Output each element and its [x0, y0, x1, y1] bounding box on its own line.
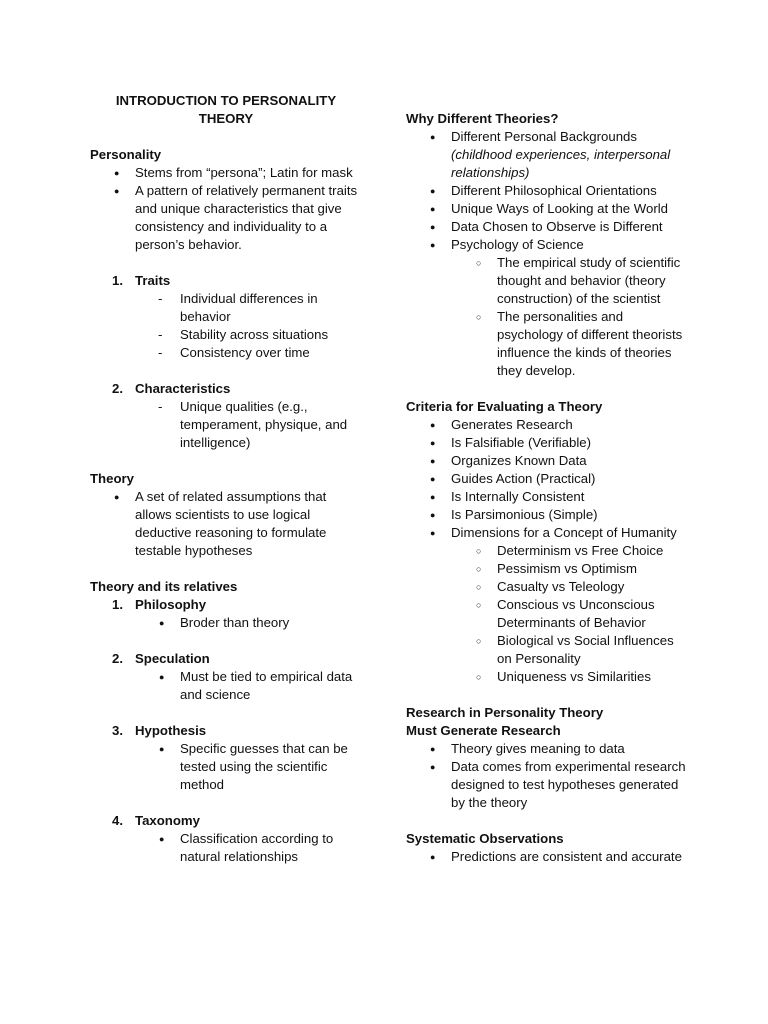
- list-item: ● Unique Ways of Looking at the World: [406, 200, 691, 218]
- list-item: ● Organizes Known Data: [406, 452, 691, 470]
- list-item: ● Is Falsifiable (Verifiable): [406, 434, 691, 452]
- list-item: ● A set of related assumptions that allows scientists to use logical deductive reasoning to formulate testable hypotheses: [90, 488, 362, 560]
- list-item: ● Is Parsimonious (Simple): [406, 506, 691, 524]
- speculation-list: [90, 668, 362, 704]
- list-item: ● Different Philosophical Orientations: [406, 182, 691, 200]
- traits-heading: 1. Traits: [112, 273, 171, 288]
- list-item: ○ Biological vs Social Influences on Personality: [406, 632, 691, 668]
- systematic-list: [406, 848, 691, 866]
- list-item: ○ The personalities and psychology of different theorists influence the kinds of theories they develop.: [406, 308, 691, 380]
- list-item: ● Guides Action (Practical): [406, 470, 691, 488]
- list-item: ○ Conscious vs Unconscious Determinants of Behavior: [406, 596, 691, 632]
- list-item: - Individual differences in behavior: [90, 290, 362, 326]
- list-item: ○ Determinism vs Free Choice: [406, 542, 691, 560]
- theory-list: [90, 488, 362, 560]
- list-item: ● Different Personal Backgrounds (childhood experiences, interpersonal relationships): [406, 128, 691, 182]
- relatives-heading: Theory and its relatives: [90, 579, 238, 594]
- list-item: ○ Pessimism vs Optimism: [406, 560, 691, 578]
- research-subheading: Must Generate Research: [406, 723, 561, 738]
- list-item: ● Theory gives meaning to data: [406, 740, 691, 758]
- list-item: ● Data comes from experimental research designed to test hypotheses generated by the theory: [406, 758, 691, 812]
- list-item: - Consistency over time: [90, 344, 362, 362]
- research-list: [406, 740, 691, 812]
- list-item: - Unique qualities (e.g., temperament, physique, and intelligence): [90, 398, 362, 452]
- criteria-heading: Criteria for Evaluating a Theory: [406, 399, 603, 414]
- right-column: [406, 110, 691, 866]
- list-item: ● A pattern of relatively permanent traits and unique characteristics that give consistency and individuality to a person’s behavior.: [90, 182, 362, 254]
- why-heading: Why Different Theories?: [406, 111, 559, 126]
- left-column: [90, 92, 362, 866]
- philosophy-heading: 1. Philosophy: [112, 597, 207, 612]
- list-item: ● Stems from “persona”; Latin for mask: [90, 164, 362, 182]
- list-item: ○ Uniqueness vs Similarities: [406, 668, 691, 686]
- list-item: ● Must be tied to empirical data and science: [90, 668, 362, 704]
- list-item: ● Generates Research: [406, 416, 691, 434]
- list-item: ○ The empirical study of scientific thought and behavior (theory construction) of the scientist: [406, 254, 691, 308]
- list-item: ● Broder than theory: [90, 614, 362, 632]
- philosophy-list: [90, 614, 362, 632]
- characteristics-heading: 2. Characteristics: [112, 381, 231, 396]
- list-item: ● Psychology of Science: [406, 236, 691, 254]
- list-item: ● Data Chosen to Observe is Different: [406, 218, 691, 236]
- list-item: ● Predictions are consistent and accurate: [406, 848, 691, 866]
- theory-heading: Theory: [90, 471, 134, 486]
- list-item: ● Classification according to natural relationships: [90, 830, 362, 866]
- hypothesis-list: [90, 740, 362, 794]
- speculation-heading: 2. Speculation: [112, 651, 210, 666]
- why-note: (childhood experiences, interpersonal relationships): [451, 147, 671, 180]
- taxonomy-heading: 4. Taxonomy: [112, 813, 200, 828]
- taxonomy-list: [90, 830, 362, 866]
- list-item: ○ Casualty vs Teleology: [406, 578, 691, 596]
- systematic-heading: Systematic Observations: [406, 831, 564, 846]
- list-item: ● Dimensions for a Concept of Humanity: [406, 524, 691, 542]
- why-list: [406, 128, 691, 380]
- personality-heading: Personality: [90, 147, 162, 162]
- document-title: INTRODUCTION TO PERSONALITY THEORY: [115, 93, 337, 126]
- list-item: - Stability across situations: [90, 326, 362, 344]
- personality-list: [90, 164, 362, 254]
- list-item: ● Specific guesses that can be tested using the scientific method: [90, 740, 362, 794]
- characteristics-list: [90, 398, 362, 452]
- list-item: ● Is Internally Consistent: [406, 488, 691, 506]
- research-heading: Research in Personality Theory: [406, 705, 604, 720]
- hypothesis-heading: 3. Hypothesis: [112, 723, 207, 738]
- traits-list: [90, 290, 362, 362]
- criteria-list: [406, 416, 691, 686]
